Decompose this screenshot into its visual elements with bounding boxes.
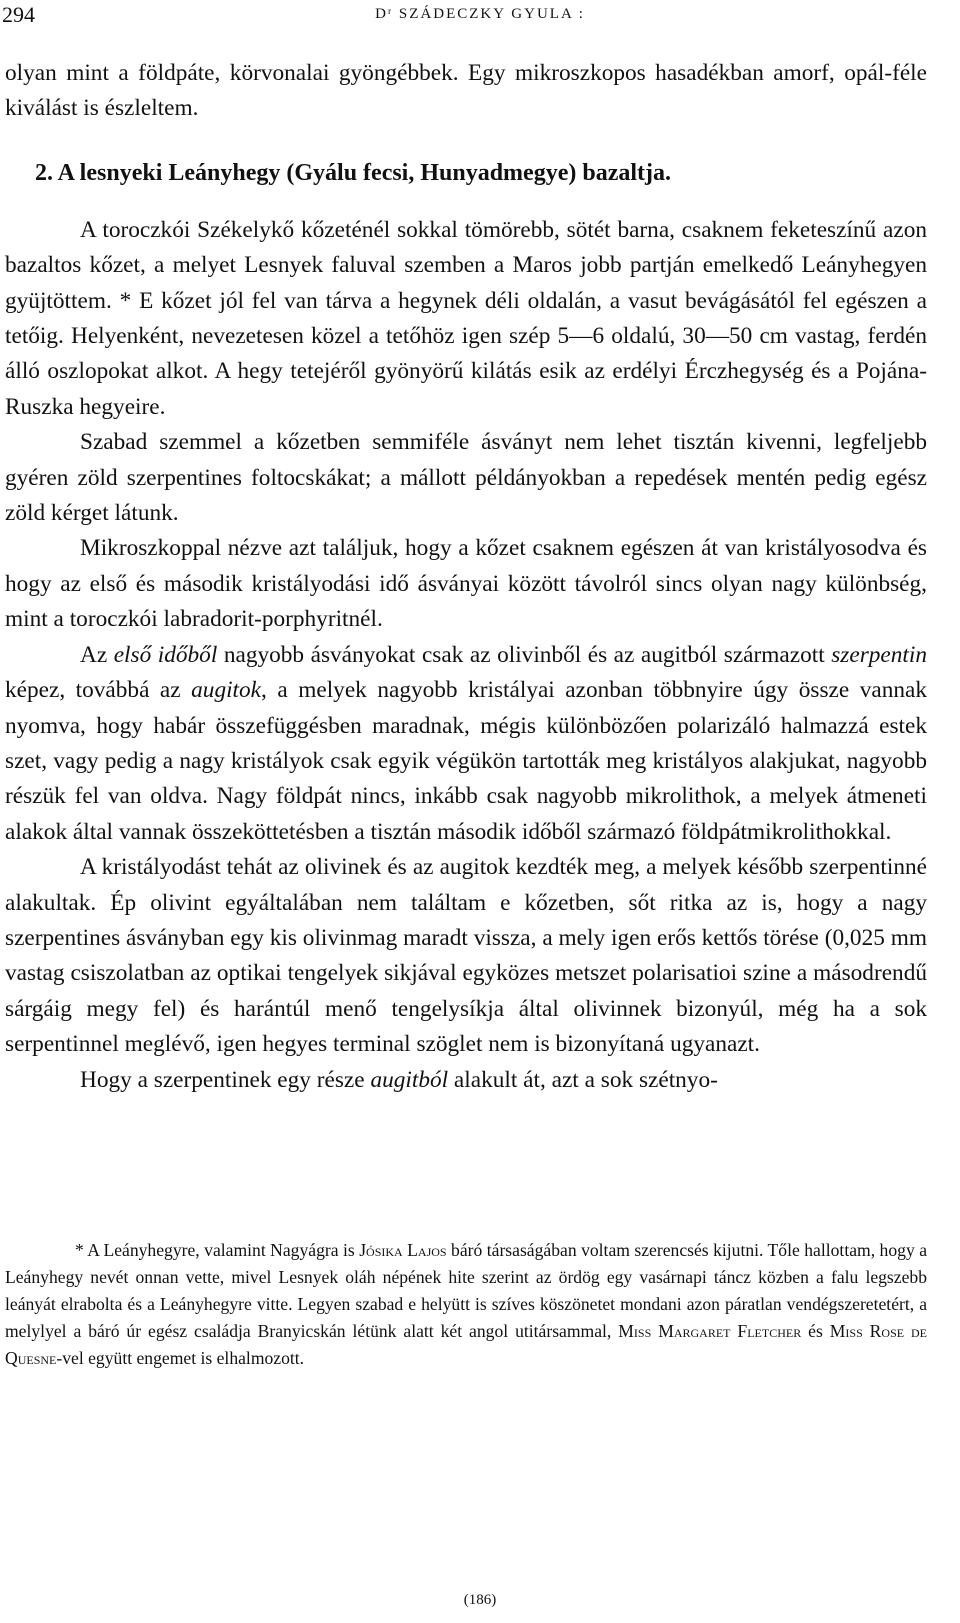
signature-mark: (186)	[463, 1592, 497, 1608]
p6-emphasis-augitbol: augitból	[370, 1066, 449, 1093]
paragraph-2: Szabad szemmel a kőzetben semmiféle ásványt nem lehet tisztán kivenni, legfeljebb gyéren zöld szerpentines foltocskákat; a mállott példányokban a repedések mentén pedig egész zöld kérget látunk.	[5, 429, 927, 527]
intro-paragraph: olyan mint a földpáte, körvonalai gyöngébbek. Egy mikroszkopos hasadékban amorf, opál-féle kiválást is észleltem.	[5, 60, 927, 122]
p4-emphasis-szerpentin: szerpentin	[831, 641, 927, 668]
p6-c: alakult át, azt a sok szétnyo-	[448, 1066, 718, 1093]
paragraph-4	[5, 638, 927, 850]
paragraph-1-text-b: E kőzet jól fel van tárva a hegynek déli oldalán, a vasut bevágásától fel egészen a tetőig. Helyenként, nevezetesen közel a tetőhöz igen szép 5—6 oldalú, 30—50 cm vastag, ferdén álló oszlopokat alkot. A hegy tetejéről gyönyörű kilátás esik az erdélyi Érczhegység és a Pojána-Ruszka hegyeire.	[5, 287, 927, 420]
paragraph-3: Mikroszkoppal nézve azt találjuk, hogy a kőzet csaknem egészen át van kristályosodva és hogy az első és második kristályodási idő ásványai között távolról sincs olyan nagy különbség, mint a toroczkói labradorit-porphyritnél.	[5, 535, 927, 633]
fn-c: báró társaságában voltam szerencsés kijutni. Tőle hallottam, hogy a Leányhegy nevét onnan vette, mivel Lesnyek oláh népének hite szerint az ördög egy vasárnapi táncz közben a falu legszebb leányát elrabolta és a Leányhegyre vitte. Legyen szabad e helyütt is szíves köszönetet mondani azon páratlan vendégszeretetért, a melylyel a báró úr egész családja Branyicskán létünk alatt két angol utitársammal,	[5, 1240, 927, 1341]
fn-g: -vel együtt engemet is elhalmozott.	[56, 1348, 305, 1368]
paragraph-1	[5, 213, 927, 425]
p4-emphasis-augitok: augitok	[191, 677, 262, 704]
footnote-text	[5, 1237, 927, 1372]
p4-g: , a melyek nagyobb kristályai azonban többnyire úgy össze vannak nyomva, hogy habár összefüggésben maradnak, mégis különbözően polarizáló halmazzá estek szet, vagy pedig a nagy kristályok csak egyik végükön tartották meg kristályos alakjukat, nagyobb részük fel van oldva. Nagy földpát nincs, inkább csak nagyobb mikrolithok, a melyek átmeneti alakok által vannak összeköttetésben a tisztán második időből származó földpátmikrolithokkal.	[5, 677, 927, 845]
fn-name-quesne: Miss Rose de Quesne	[5, 1321, 928, 1368]
paragraph-6	[5, 1063, 927, 1098]
p4-e: képez, továbbá az	[5, 677, 192, 704]
running-title: Dʳ SZÁDECZKY GYULA :	[375, 6, 585, 22]
p6-a: Hogy a szerpentinek egy része	[80, 1066, 371, 1093]
section-title: 2. A lesnyeki Leányhegy (Gyálu fecsi, Hunyadmegye) bazaltja.	[35, 159, 671, 186]
footnote-reference: *	[119, 287, 132, 314]
main-text	[5, 56, 927, 1098]
paragraph-5: A kristályodást tehát az olivinek és az augitok kezdték meg, a melyek később szerpentinné alakultak. Ép olivint egyáltalában nem találtam e kőzetben, sőt ritka az is, hogy a nagy szerpentines ásványban egy kis olivinmag maradt vissza, a mely igen erős kettős törése (0,025 mm vastag csiszolatban az optikai tengelyek sikjával egyközes metszet polarisatioi szine a másodrendű sárgáig megy fel) és harántúl menő tengelysíkja által olivinnek bizonyúl, még ha a sok serpentinnel meglévő, igen hegyes terminal szöglet nem is bizonyítaná ugyanazt.	[5, 854, 927, 1058]
fn-a: * A Leányhegyre, valamint Nagyágra is	[75, 1240, 360, 1260]
page-number: 294	[2, 2, 35, 27]
running-header	[0, 0, 960, 28]
fn-name-fletcher: Miss Margaret Fletcher	[618, 1321, 802, 1341]
paragraph-1-text-a: A toroczkói Székelykő kőzeténél sokkal tömörebb, sötét barna, csaknem feketeszínű azon bazaltos kőzet, a melyet Lesnyek faluval szemben a Maros jobb partján emelkedő Leányhegyen gyüjtöttem.	[5, 216, 927, 314]
p4-c: nagyobb ásványokat csak az olivinből és az augitból származott	[217, 641, 832, 668]
fn-e: és	[801, 1321, 830, 1341]
p4-emphasis-elso-idobol: első időből	[113, 641, 218, 668]
fn-name-josika: Jósika Lajos	[359, 1240, 447, 1260]
footnote	[5, 1237, 927, 1372]
p4-a: Az	[80, 641, 114, 668]
